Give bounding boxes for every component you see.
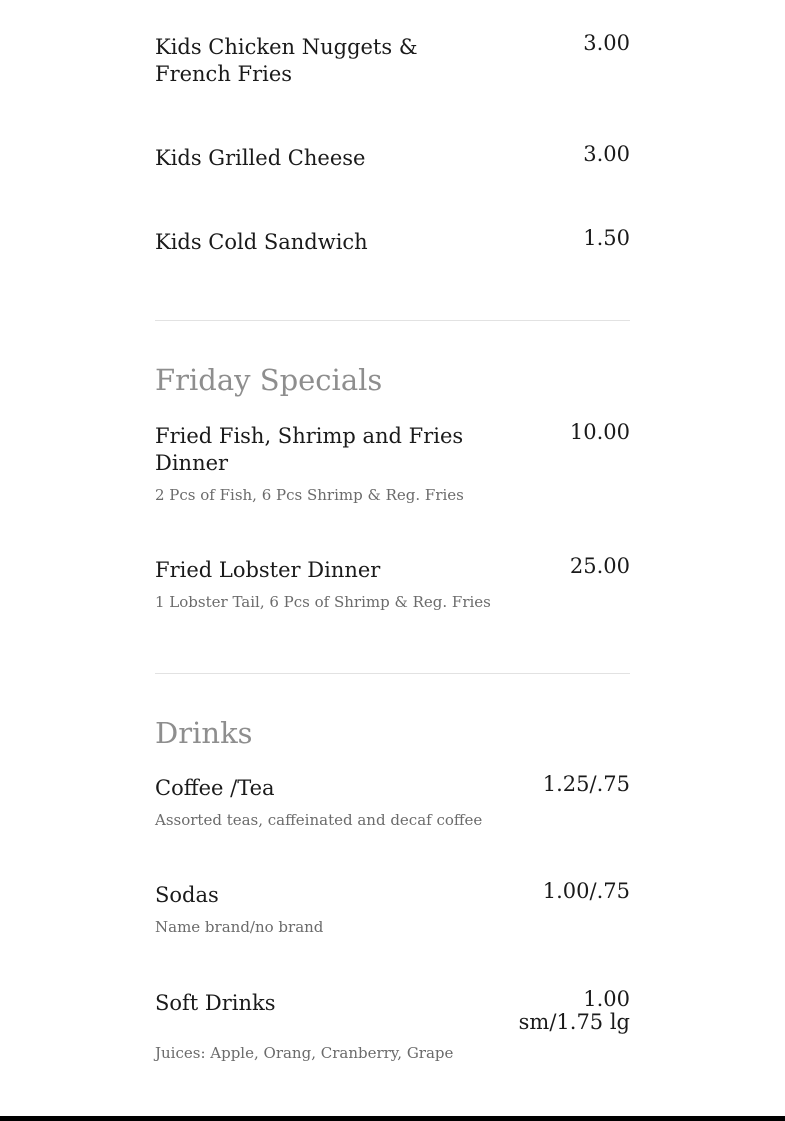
drinks-section [155, 713, 630, 753]
menu-item [155, 879, 630, 937]
bottom-bar [0, 1116, 785, 1121]
kids-section-3 [155, 226, 630, 256]
item-price: 10.00 [569, 420, 630, 444]
item-description: Name brand/no brand [155, 918, 324, 936]
item-name: Fried Lobster Dinner [155, 558, 381, 582]
section-divider [155, 673, 630, 674]
item-name: Soft Drinks [155, 991, 276, 1015]
kids-section-2 [155, 142, 630, 172]
item-name: Sodas [155, 883, 219, 907]
menu-item [155, 772, 630, 830]
menu-item [155, 142, 630, 172]
item-description: Assorted teas, caffeinated and decaf coffee [155, 811, 483, 829]
menu-item [155, 554, 630, 612]
item-description: Juices: Apple, Orang, Cranberry, Grape [155, 1044, 454, 1062]
friday-item-2 [155, 554, 630, 612]
drinks-item-1 [155, 772, 630, 830]
item-description: 1 Lobster Tail, 6 Pcs of Shrimp & Reg. Fries [155, 593, 491, 611]
item-name: Kids Grilled Cheese [155, 146, 366, 170]
kids-section [155, 31, 630, 88]
item-name: Kids Cold Sandwich [155, 230, 368, 254]
section-divider [155, 320, 630, 321]
menu-item [155, 987, 630, 1063]
item-name: Fried Fish, Shrimp and Fries Dinner [155, 424, 464, 475]
item-price: 3.00 [583, 31, 630, 55]
item-price: 1.50 [583, 226, 630, 250]
item-price: 1.25/.75 [542, 772, 630, 796]
item-name: Coffee /Tea [155, 776, 275, 800]
drinks-item-3 [155, 987, 630, 1063]
menu-item [155, 420, 630, 505]
drinks-item-2 [155, 879, 630, 937]
menu-item [155, 31, 630, 88]
friday-item-1 [155, 420, 630, 505]
item-price: 1.00/.75 [542, 879, 630, 903]
item-price: 3.00 [583, 142, 630, 166]
item-description: 2 Pcs of Fish, 6 Pcs Shrimp & Reg. Fries [155, 486, 464, 504]
section-title: Drinks [155, 716, 253, 750]
friday-specials-section [155, 360, 630, 400]
item-name: Kids Chicken Nuggets & French Fries [155, 35, 418, 86]
item-price: 25.00 [569, 554, 630, 578]
section-title: Friday Specials [155, 363, 383, 397]
menu-item [155, 226, 630, 256]
item-price: 1.00 sm/1.75 lg [518, 987, 630, 1034]
